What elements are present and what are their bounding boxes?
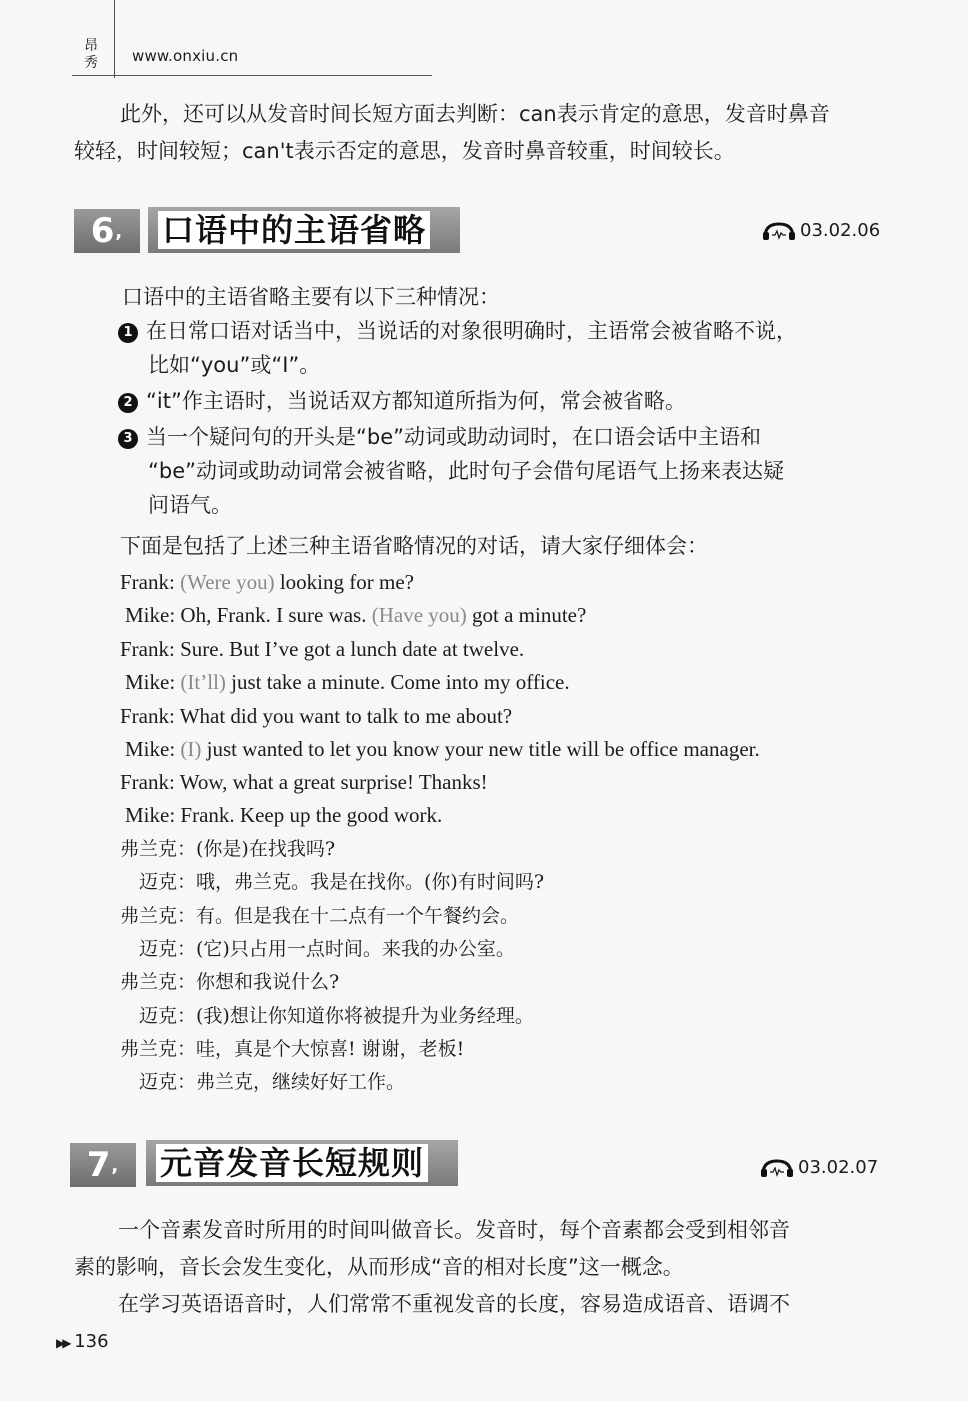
- item-1-line-1: [118, 314, 797, 348]
- omitted-subject: (Have you): [371, 603, 467, 627]
- dialog-en-line-5: [120, 701, 512, 731]
- dialog-en-line-6: [125, 734, 760, 764]
- item-1-line-1-text: 在日常口语对话当中，当说话的对象很明确时，主语常会被省略不说，: [146, 319, 797, 343]
- speaker-label: Frank:: [120, 570, 175, 594]
- dialog-text: just take a minute. Come into my office.: [231, 670, 570, 694]
- section-7-title-text: 元音发音长短规则: [156, 1144, 428, 1182]
- dialog-cn-line-7: 弗兰克：哇，真是个大惊喜! 谢谢，老板!: [120, 1038, 465, 1060]
- section-6-audio-code: 03.02.06: [800, 220, 881, 241]
- omitted-subject: (Were you): [180, 570, 275, 594]
- section-7-audio-track[interactable]: [760, 1157, 878, 1179]
- item-2-marker: 2: [118, 393, 138, 413]
- header-divider-vertical: [114, 0, 115, 78]
- dialog-text: Oh, Frank. I sure was.: [180, 603, 367, 627]
- dialog-text: Wow, what a great surprise! Thanks!: [179, 770, 488, 794]
- dialog-text: What did you want to talk to me about?: [179, 704, 513, 728]
- item-3-marker: 3: [118, 429, 138, 449]
- dialog-cn-line-6: 迈克：(我)想让你知道你将被提升为业务经理。: [139, 1005, 534, 1027]
- section-6-lead: 口语中的主语省略主要有以下三种情况：: [122, 285, 500, 309]
- speaker-label: Mike:: [125, 603, 176, 627]
- section-6-title-text: 口语中的主语省略: [158, 211, 430, 249]
- dialog-text: got a minute?: [472, 603, 587, 627]
- section-7-audio-code: 03.02.07: [798, 1157, 879, 1178]
- dialog-cn-line-5: 弗兰克：你想和我说什么?: [120, 971, 340, 993]
- speaker-label: Mike:: [125, 737, 176, 761]
- headphones-icon: [762, 221, 796, 241]
- headphones-icon: [760, 1158, 794, 1178]
- section-6-audio-track[interactable]: [762, 220, 880, 242]
- omitted-subject: (I): [180, 737, 202, 761]
- item-3-line-3: 问语气。: [148, 493, 232, 517]
- intro-line-2: 较轻，时间较短；can't表示否定的意思，发音时鼻音较重，时间较长。: [74, 139, 735, 163]
- dialog-intro: 下面是包括了上述三种主语省略情况的对话，请大家仔细体会：: [120, 534, 708, 558]
- dialog-en-line-8: [125, 800, 442, 830]
- item-3-line-1: [118, 420, 761, 454]
- section-7-p1-line-1: 一个音素发音时所用的时间叫做音长。发音时，每个音素都会受到相邻音: [118, 1218, 790, 1242]
- dialog-cn-line-3: 弗兰克：有。但是我在十二点有一个午餐约会。: [120, 905, 520, 927]
- dialog-cn-line-4: 迈克：(它)只占用一点时间。来我的办公室。: [139, 938, 515, 960]
- section-7-p2-line-1: 在学习英语语音时，人们常常不重视发音的长度，容易造成语音、语调不: [118, 1292, 790, 1316]
- section-7-number-text: 7: [86, 1145, 112, 1185]
- section-7-paragraph: [74, 1212, 884, 1323]
- page-number: [56, 1331, 109, 1352]
- section-7-number: 7,: [70, 1143, 136, 1187]
- site-url: www.onxiu.cn: [132, 47, 239, 65]
- page-number-text: 136: [74, 1331, 109, 1352]
- intro-paragraph: [74, 96, 884, 170]
- section-7-p1-line-2: 素的影响，音长会发生变化，从而形成“音的相对长度”这一概念。: [74, 1255, 684, 1279]
- page-marker-icon: ▶▶: [56, 1336, 69, 1350]
- dialog-cn-line-8: 迈克：弗兰克，继续好好工作。: [139, 1071, 406, 1093]
- item-3-line-1-text: 当一个疑问句的开头是“be”动词或助动词时，在口语会话中主语和: [146, 425, 762, 449]
- item-2-line-1: [118, 384, 686, 418]
- dialog-text: just wanted to let you know your new title will be office manager.: [206, 737, 760, 761]
- speaker-label: Frank:: [120, 704, 175, 728]
- dialog-cn-line-1: 弗兰克：(你是)在找我吗?: [120, 838, 336, 860]
- dialog-en-line-4: [125, 667, 570, 697]
- dialog-text: Sure. But I’ve got a lunch date at twelve.: [180, 637, 525, 661]
- dialog-text: looking for me?: [279, 570, 414, 594]
- header-divider-horizontal: [72, 75, 432, 76]
- item-1-marker: 1: [118, 323, 138, 343]
- dialog-en-line-1: [120, 567, 414, 597]
- section-6-number-text: 6: [90, 211, 116, 251]
- brand-logo-text: 昂秀: [84, 38, 98, 71]
- omitted-subject: (It’ll): [180, 670, 226, 694]
- speaker-label: Frank:: [120, 770, 175, 794]
- section-6-number: 6,: [74, 209, 140, 253]
- dialog-en-line-2: [125, 600, 586, 630]
- section-6-title: [148, 207, 460, 253]
- intro-line-1: 此外，还可以从发音时间长短方面去判断：can表示肯定的意思，发音时鼻音: [120, 102, 830, 126]
- speaker-label: Mike:: [125, 670, 176, 694]
- speaker-label: Frank:: [120, 637, 175, 661]
- dialog-cn-line-2: 迈克：哦，弗兰克。我是在找你。(你)有时间吗?: [139, 871, 545, 893]
- speaker-label: Mike:: [125, 803, 176, 827]
- item-3-line-2: “be”动词或助动词常会被省略，此时句子会借句尾语气上扬来表达疑: [148, 459, 785, 483]
- section-7-title: [146, 1140, 458, 1186]
- dialog-text: Frank. Keep up the good work.: [180, 803, 443, 827]
- dialog-en-line-7: [120, 767, 488, 797]
- item-1-line-2: 比如“you”或“I”。: [148, 353, 321, 377]
- item-2-line-1-text: “it”作主语时，当说话双方都知道所指为何，常会被省略。: [146, 389, 686, 413]
- dialog-en-line-3: [120, 634, 524, 664]
